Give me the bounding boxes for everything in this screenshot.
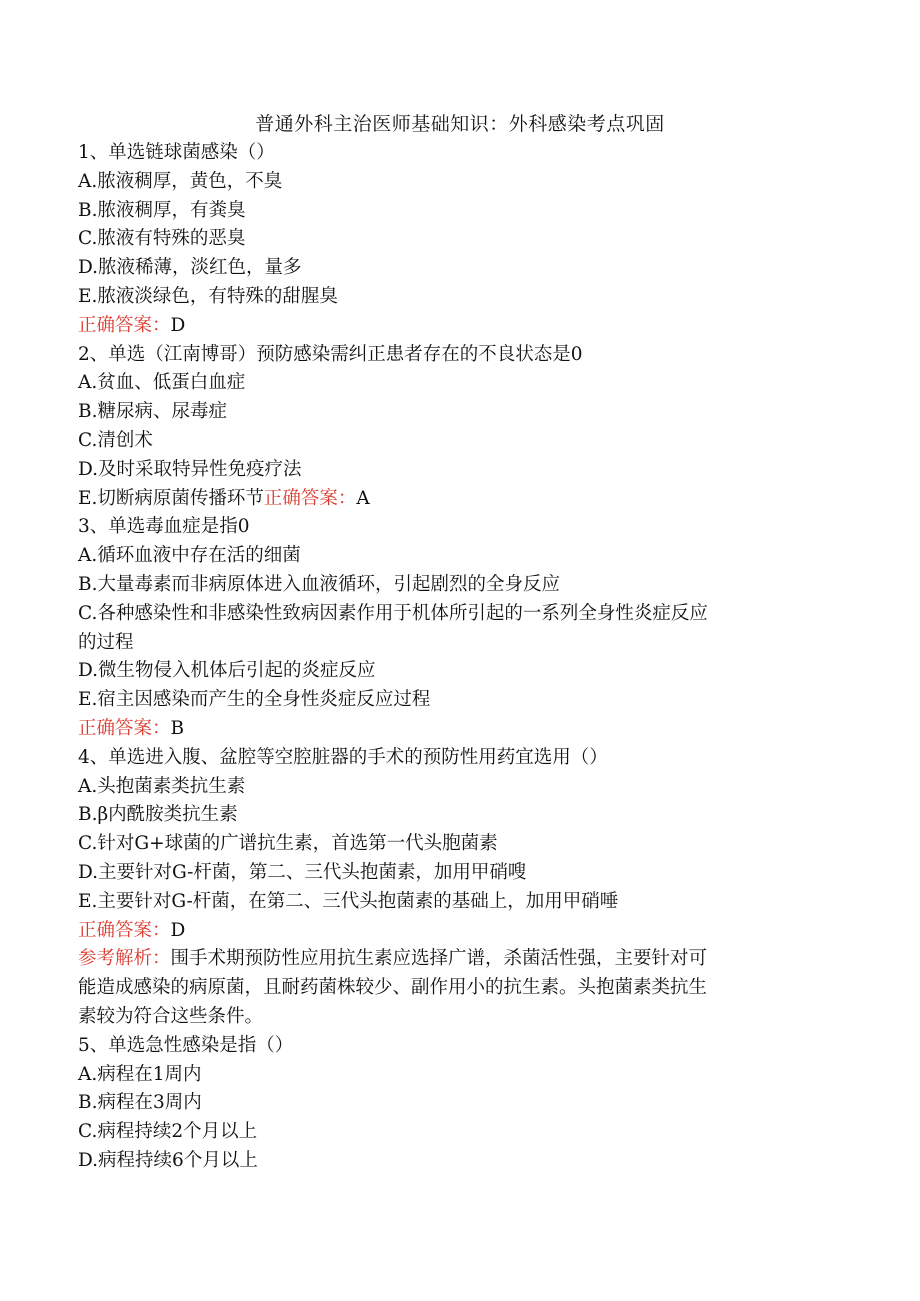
answer-value: D — [170, 919, 186, 941]
question-5-option-d: D.病程持续6个月以上 — [78, 1149, 258, 1171]
question-1-option-b: B.脓液稠厚，有粪臭 — [78, 199, 246, 221]
answer-value: A — [356, 487, 370, 509]
question-2-option-d: D.及时采取特异性免疫疗法 — [78, 458, 302, 480]
question-3-stem: 3、单选毒血症是指0 — [78, 516, 250, 538]
question-5-option-c: C.病程持续2个月以上 — [78, 1121, 258, 1143]
document-title: 普通外科主治医师基础知识：外科感染考点巩固 — [255, 113, 665, 135]
answer-label: 正确答案： — [263, 487, 357, 509]
question-1-option-d: D.脓液稀薄，淡红色，量多 — [78, 257, 302, 279]
question-3-option-c-line1: C.各种感染性和非感染性致病因素作用于机体所引起的一系列全身性炎症反应 — [78, 602, 708, 624]
question-5-stem: 5、单选急性感染是指（） — [78, 1034, 294, 1056]
question-4-analysis-line3: 素较为符合这些条件。 — [78, 1005, 264, 1027]
question-5-option-a: A.病程在1周内 — [78, 1063, 202, 1085]
question-4-analysis-line2: 能造成感染的病原菌，且耐药菌株较少、副作用小的抗生素。头抱菌素类抗生 — [78, 977, 708, 999]
answer-label: 正确答案： — [78, 919, 171, 941]
question-3-answer — [78, 715, 818, 744]
question-2-option-a: A.贫血、低蛋白血症 — [78, 372, 246, 394]
answer-value: D — [170, 314, 186, 336]
question-3-option-e: E.宿主因感染而产生的全身性炎症反应过程 — [78, 689, 431, 711]
question-1-option-e: E.脓液淡绿色，有特殊的甜腥臭 — [78, 285, 338, 307]
question-4-answer — [78, 917, 818, 946]
question-4-option-b: B.β内酰胺类抗生素 — [78, 804, 238, 826]
analysis-text: 围手术期预防性应用抗生素应选择广谱，杀菌活性强，主要针对可 — [170, 948, 708, 970]
question-1-option-c: C.脓液有特殊的恶臭 — [78, 228, 246, 250]
question-4-analysis-line1 — [78, 945, 818, 974]
question-2-option-e — [78, 485, 818, 514]
question-1-answer — [78, 312, 818, 341]
answer-label: 正确答案： — [78, 314, 171, 336]
question-2-stem: 2、单选（江南博哥）预防感染需纠正患者存在的不良状态是0 — [78, 343, 583, 365]
question-2-option-c: C.清创术 — [78, 429, 153, 451]
question-4-option-c: C.针对G+球菌的广谱抗生素，首选第一代头胞菌素 — [78, 833, 498, 855]
question-5-option-b: B.病程在3周内 — [78, 1092, 202, 1114]
question-2-option-b: B.糖尿病、尿毒症 — [78, 401, 227, 423]
question-3-option-c-line2: 的过程 — [78, 631, 134, 653]
question-4-option-e: E.主要针对G-杆菌，在第二、三代头抱菌素的基础上，加用甲硝唾 — [78, 890, 619, 912]
question-list — [78, 139, 818, 1176]
question-4-option-d: D.主要针对G-杆菌，第二、三代头抱菌素，加用甲硝嗖 — [78, 861, 527, 883]
question-3-option-a: A.循环血液中存在活的细菌 — [78, 545, 301, 567]
question-3-option-d: D.微生物侵入机体后引起的炎症反应 — [78, 660, 376, 682]
question-4-option-a: A.头抱菌素类抗生素 — [78, 775, 246, 797]
answer-label: 正确答案： — [78, 717, 171, 739]
option-e-text: E.切断病原菌传播环节 — [78, 487, 264, 509]
question-1-stem: 1、单选链球菌感染（） — [78, 142, 275, 163]
analysis-label: 参考解析： — [78, 948, 171, 970]
question-4-stem: 4、单选进入腹、盆腔等空腔脏器的手术的预防性用药宜选用（） — [78, 746, 608, 768]
question-1-option-a: A.脓液稠厚，黄色，不臭 — [78, 170, 283, 192]
question-3-option-b: B.大量毒素而非病原体进入血液循环，引起剧烈的全身反应 — [78, 573, 560, 595]
answer-value: B — [170, 717, 185, 739]
